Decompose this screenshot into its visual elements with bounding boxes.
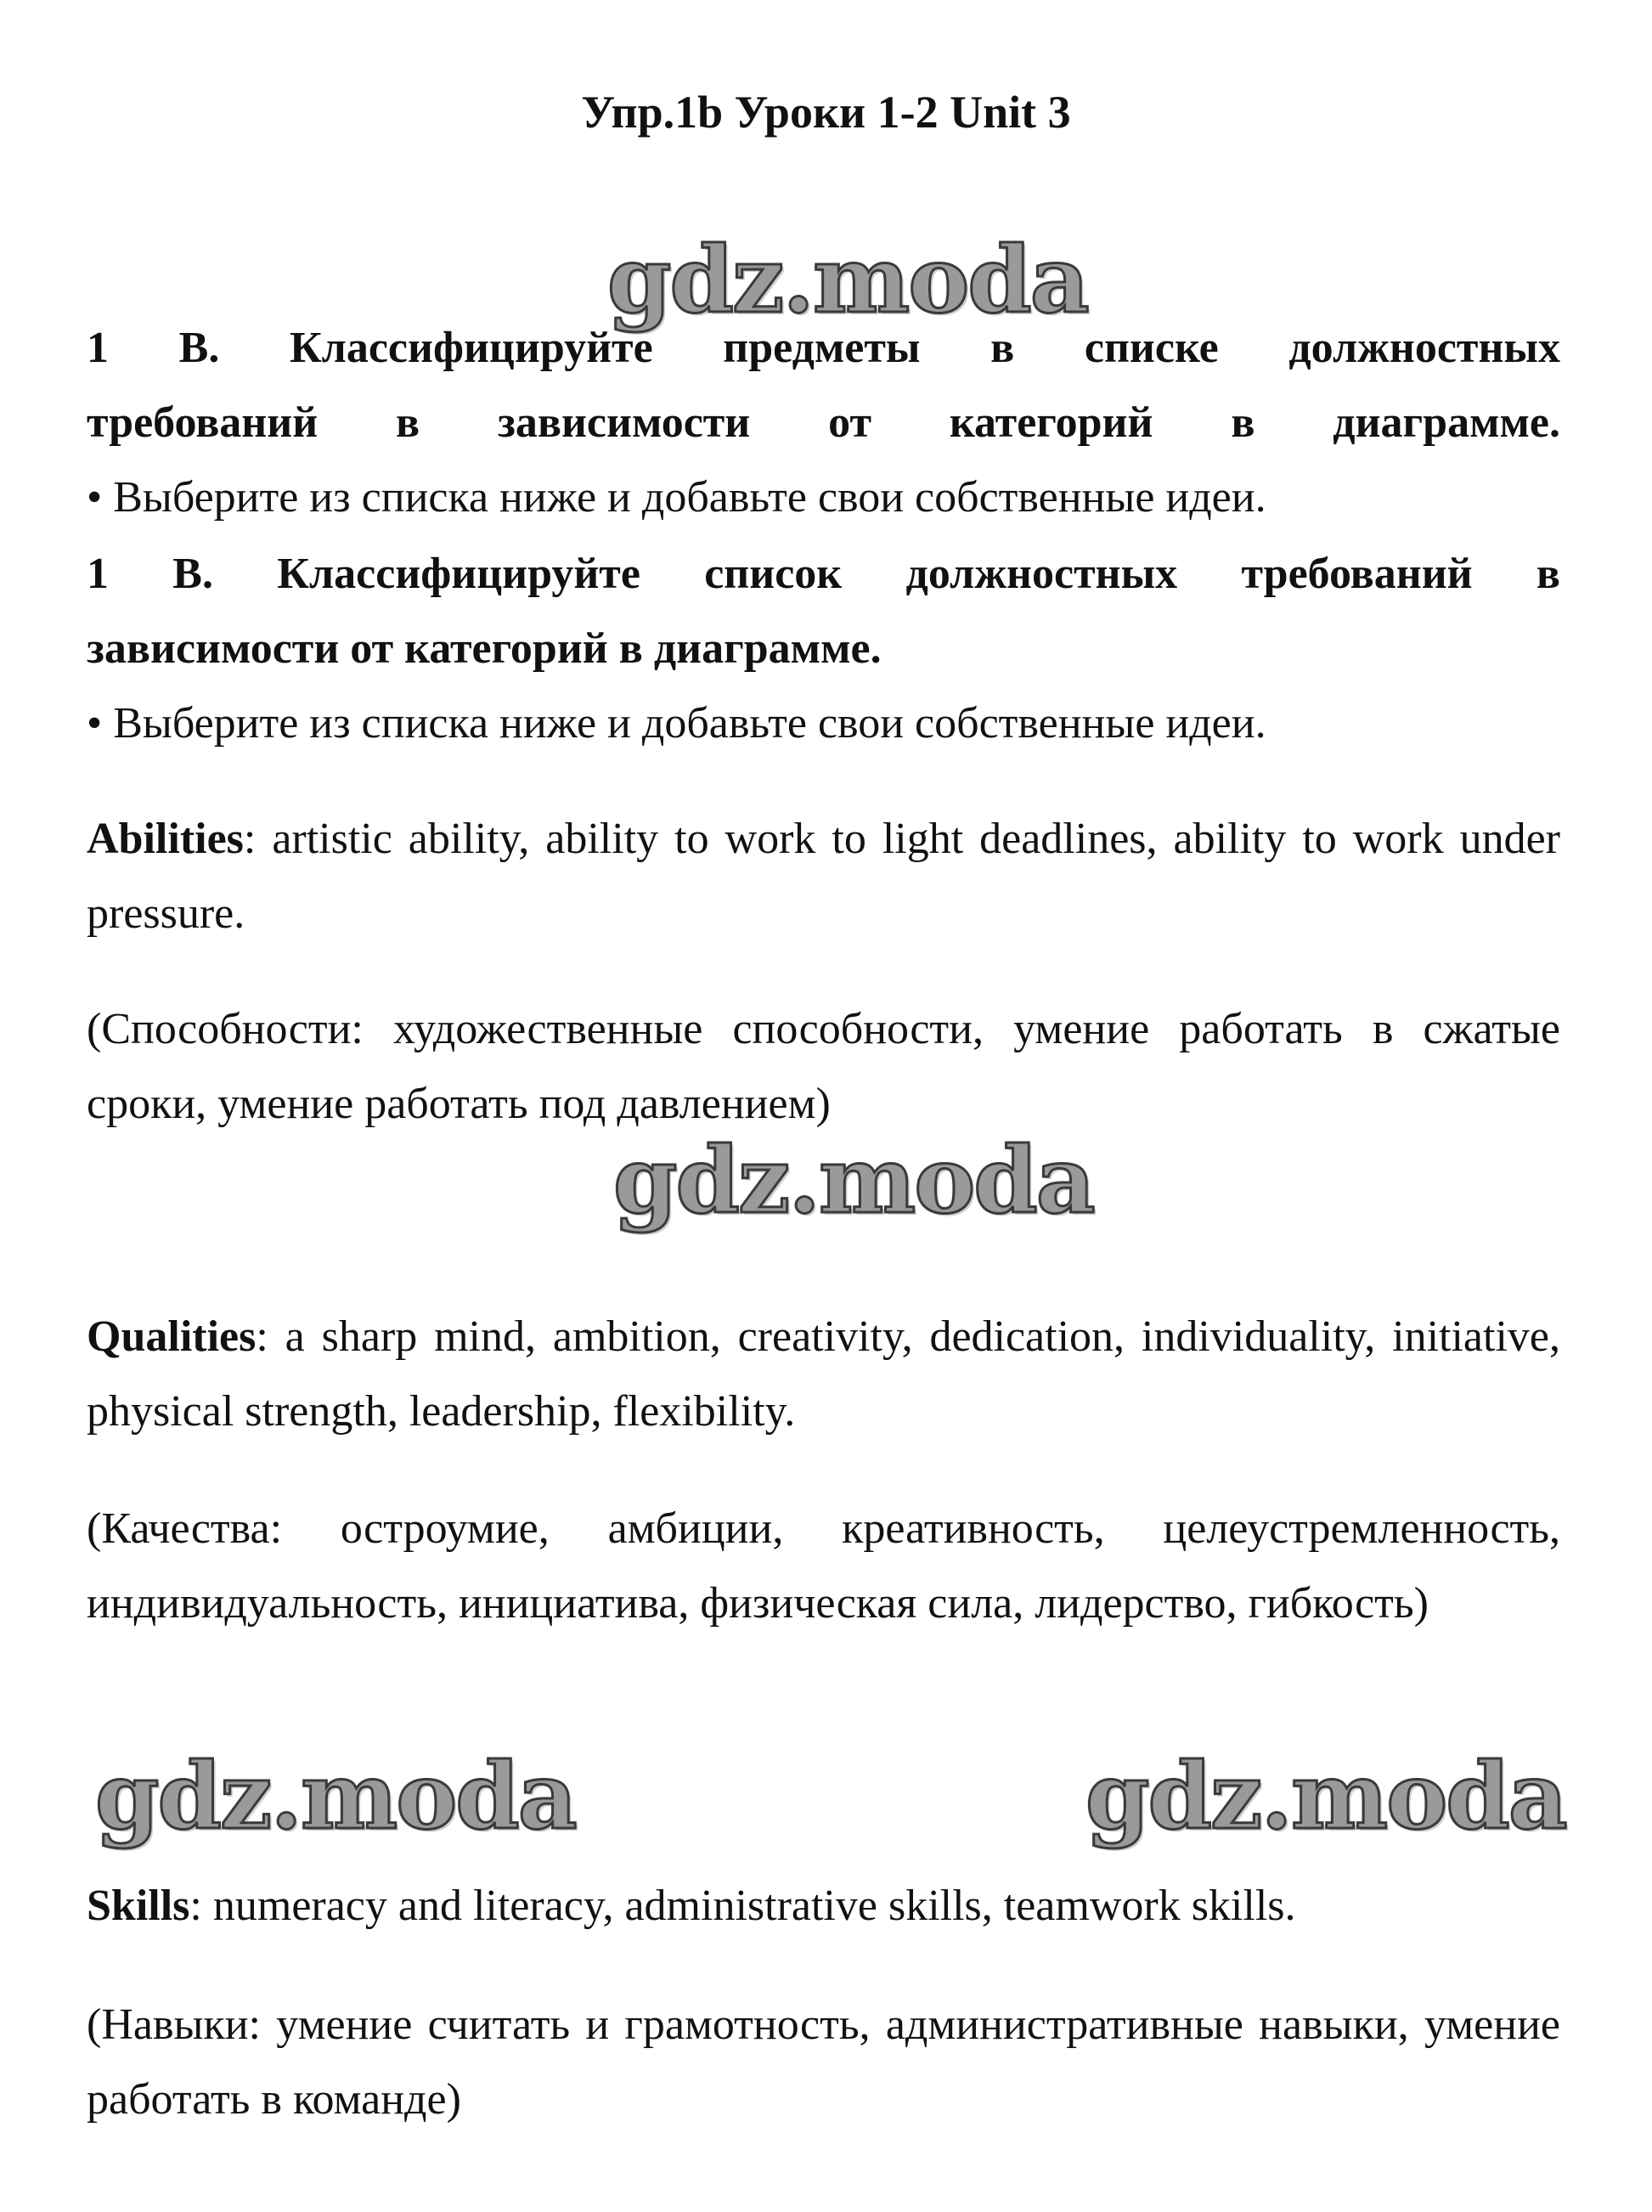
qualities-label: Qualities [87,1312,257,1361]
watermark-bottom-right: gdz.moda [1085,1743,1566,1850]
skills-translation: (Навыки: умение считать и грамотность, административные навыки, умение работать в команде) [87,2000,1560,2124]
qualities-translation: (Качества: остроумие, амбиции, креативность, целеустремленность, индивидуальность, инициатива, физическая сила, лидерство, гибкость) [87,1504,1560,1628]
watermark-bottom-left: gdz.moda [95,1743,576,1850]
task-2-heading-line-1: 1 B. Классифицируйте список должностных требований в [87,550,1560,598]
abilities-label: Abilities [87,815,244,863]
abilities-translation: (Способности: художественные способности, умение работать в сжатые сроки, умение работать под давлением) [87,1005,1560,1128]
task-1-heading-line-1: 1 B. Классифицируйте предметы в списке должностных [87,324,1560,372]
abilities-paragraph [87,802,1560,951]
watermark-top: gdz.moda [607,227,1088,334]
skills-paragraph [87,1869,1560,1944]
skills-label: Skills [87,1882,190,1930]
skills-text: : numeracy and literacy, administrative skills, teamwork skills. [189,1882,1296,1930]
abilities-text: : artistic ability, ability to work to light deadlines, ability to work under pressure. [87,815,1560,938]
page-title: Упр.1b Уроки 1-2 Unit 3 [581,87,1071,138]
task-2-heading-line-2: зависимости от категорий в диаграмме. [87,624,882,673]
task-1-heading-line-2: требований в зависимости от категорий в диаграмме. [87,398,1560,447]
qualities-text: : a sharp mind, ambition, creativity, dedication, individuality, initiative, physical strength, leadership, flexibility. [87,1312,1560,1436]
qualities-paragraph [87,1300,1560,1449]
task-1-note: • Выберите из списка ниже и добавьте свои собственные идеи. [87,473,1266,522]
task-2-note: • Выберите из списка ниже и добавьте свои собственные идеи. [87,699,1266,748]
watermark-middle: gdz.moda [613,1127,1094,1234]
